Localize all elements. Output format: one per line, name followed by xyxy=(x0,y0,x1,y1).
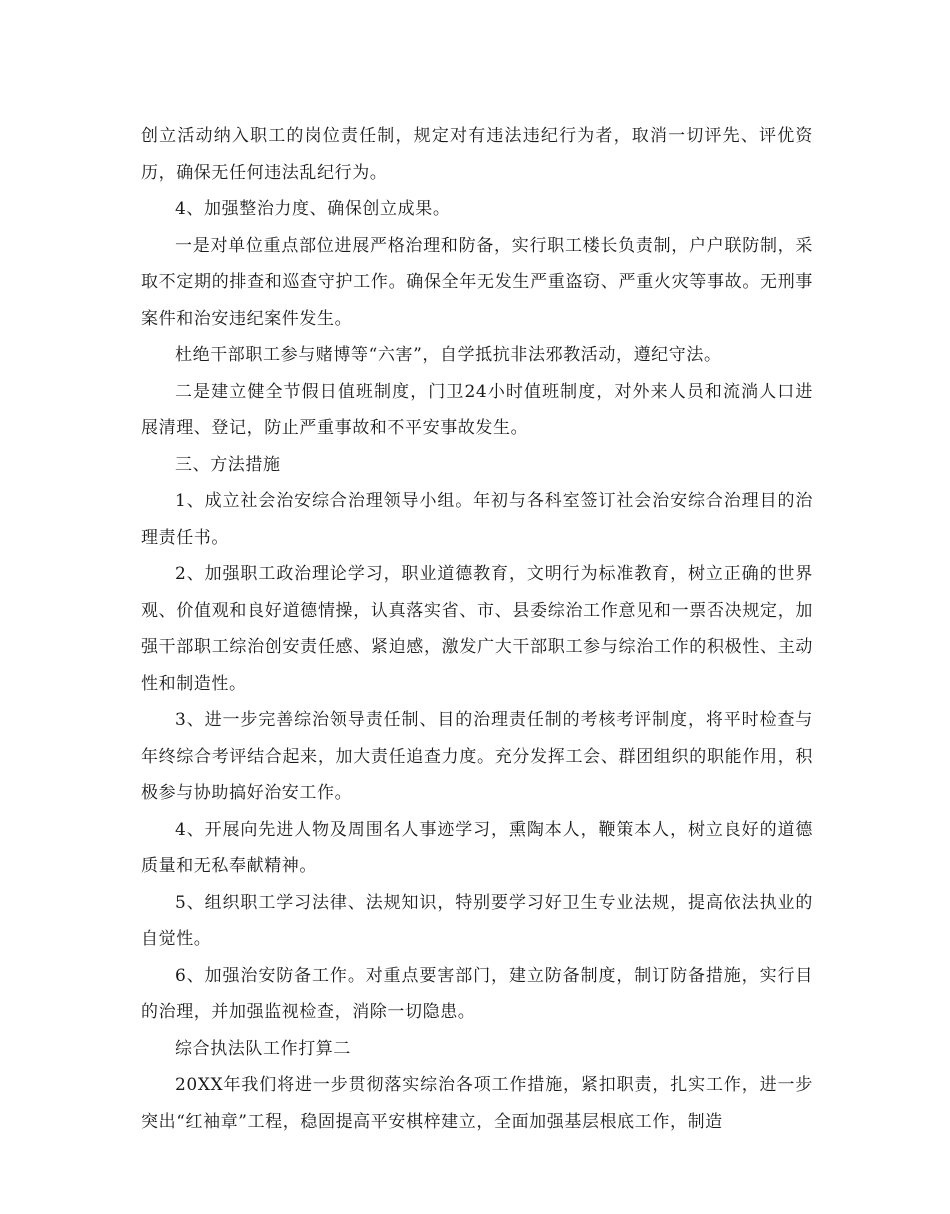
paragraph-heading-4: 4、加强整治力度、确保创立成果。 xyxy=(175,199,451,219)
section-title-plan-two: 综合执法队工作打算二 xyxy=(175,1038,351,1059)
section-heading-methods: 三、方法措施 xyxy=(175,454,281,475)
list-item-6: 6、加强治安防备工作。对重点要害部门，建立防备制度，制订防备措施，实行目的治理，并加强监视检查，消除一切隐患。 xyxy=(141,965,813,1022)
paragraph-plan-intro: 20XX年我们将进一步贯彻落实综治各项工作措施，紧扣职责，扎实工作，进一步突出“红袖章”工程，稳固提高平安棋梓建立，全面加强基层根底工作，制造 xyxy=(141,1075,813,1132)
list-item-3: 3、进一步完善综治领导责任制、目的治理责任制的考核考评制度，将平时检查与年终综合考评结合起来，加大责任追查力度。充分发挥工会、群团组织的职能作用，积极参与协助搞好治安工作。 xyxy=(141,710,813,803)
list-item-5: 5、组织职工学习法律、法规知识，特别要学习好卫生专业法规，提高依法执业的自觉性。 xyxy=(141,892,813,949)
paragraph-measure-one: 一是对单位重点部位进展严格治理和防备，实行职工楼长负责制，户户联防制，采取不定期的排查和巡查守护工作。确保全年无发生严重盗窃、严重火灾等事故。无刑事案件和治安违纪案件发生。 xyxy=(141,235,813,329)
paragraph-measure-two: 二是建立健全节假日值班制度，门卫24小时值班制度，对外来人员和流淌人口进展清理、登记，防止严重事故和不平安事故发生。 xyxy=(141,381,813,438)
list-item-4: 4、开展向先进人物及周围名人事迹学习，熏陶本人，鞭策本人，树立良好的道德质量和无私奉献精神。 xyxy=(141,819,813,876)
paragraph-continuation: 创立活动纳入职工的岗位责任制，规定对有违法违纪行为者，取消一切评先、评优资历，确保无任何违法乱纪行为。 xyxy=(141,126,813,183)
list-item-2: 2、加强职工政治理论学习，职业道德教育，文明行为标准教育，树立正确的世界观、价值观和良好道德情操，认真落实省、市、县委综治工作意见和一票否决规定，加强干部职工综治创安责任感、紧迫感，激发广大干部职工参与综治工作的积极性、主动性和制造性。 xyxy=(141,564,813,694)
list-item-1: 1、成立社会治安综合治理领导小组。年初与各科室签订社会治安综合治理目的治理责任书。 xyxy=(141,491,813,548)
paragraph-six-harms: 杜绝干部职工参与赌博等“六害”，自学抵抗非法邪教活动，遵纪守法。 xyxy=(175,345,722,365)
document-body xyxy=(141,118,813,1140)
